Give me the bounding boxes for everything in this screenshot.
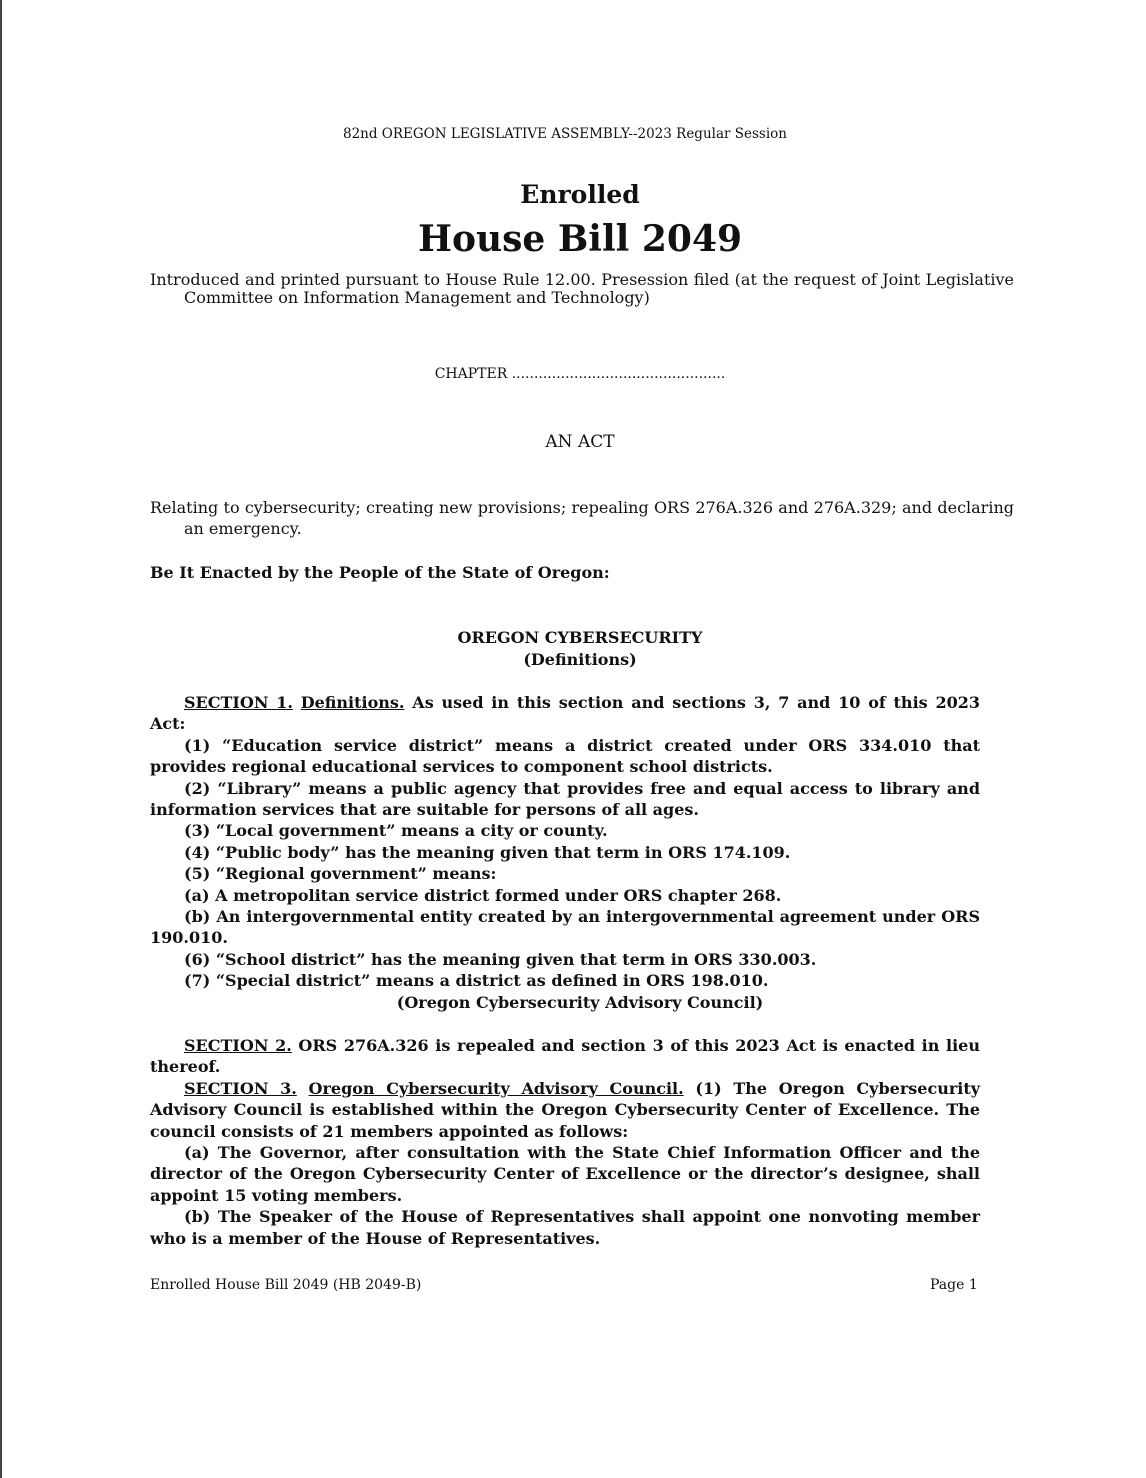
bill-title: House Bill 2049 <box>417 218 743 260</box>
section-1-intro <box>150 692 980 735</box>
council-subheading: (Oregon Cybersecurity Advisory Council) <box>396 993 764 1012</box>
enacting-clause: Be It Enacted by the People of the State of Oregon: <box>150 563 610 582</box>
definition-item: (7) “Special district” means a district as defined in ORS 198.010. <box>184 971 769 991</box>
definition-item: (3) “Local government” means a city or county. <box>184 821 608 841</box>
section-1-label: SECTION 1. <box>184 693 293 712</box>
section-2-label: SECTION 2. <box>184 1036 292 1055</box>
section-2-text: ORS 276A.326 is repealed and section 3 of this 2023 Act is enacted in lieu thereof. <box>150 1036 980 1077</box>
definition-item: (2) “Library” means a public agency that provides free and equal access to library and information services that are suitable for persons of all ages. <box>150 778 980 820</box>
definition-item: (6) “School district” has the meaning given that term in ORS 330.003. <box>184 949 817 969</box>
section-3 <box>150 1078 980 1142</box>
section-3-title: Oregon Cybersecurity Advisory Council. <box>308 1078 684 1098</box>
section-3-item: (b) The Speaker of the House of Representatives shall appoint one nonvoting member who is a member of the House of Representatives. <box>150 1207 980 1248</box>
definition-item: (b) An intergovernmental entity created by an intergovernmental agreement under ORS 190.010. <box>150 907 980 948</box>
sections-2-3 <box>150 1035 980 1249</box>
section-1-text: As used in this section and sections 3, 7 and 10 of this 2023 Act: <box>150 693 980 734</box>
section-1 <box>150 692 980 992</box>
definitions-subheading: (Definitions) <box>523 650 637 669</box>
section-2 <box>150 1035 980 1078</box>
definition-item: (5) “Regional government” means: <box>184 864 497 884</box>
relating-clause: Relating to cybersecurity; creating new provisions; repealing ORS 276A.326 and 276A.329; and declaring an emergency. <box>150 498 1014 538</box>
enrolled-label: Enrolled <box>520 180 640 209</box>
intro-text: Introduced and printed pursuant to House Rule 12.00. Presession filed (at the request of Joint Legislative Committee on Information Management and Technology) <box>150 270 1014 307</box>
page-number: Page 1 <box>930 1277 978 1293</box>
page-edge <box>0 0 2 1478</box>
section-3-label: SECTION 3. <box>184 1078 297 1098</box>
session-header: 82nd OREGON LEGISLATIVE ASSEMBLY--2023 Regular Session <box>343 126 787 142</box>
chapter-line: CHAPTER ................................................ <box>434 366 726 382</box>
section-1-title: Definitions. <box>300 693 405 712</box>
definition-item: (1) “Education service district” means a district created under ORS 334.010 that provides regional educational services to component school districts. <box>150 735 980 777</box>
footer-bill-reference: Enrolled House Bill 2049 (HB 2049-B) <box>150 1277 422 1293</box>
section-3-text: (1) The Oregon Cybersecurity Advisory Council is established within the Oregon Cybersecurity Center of Excellence. The council consists of 21 members appointed as follows: <box>150 1078 981 1141</box>
section-3-item: (a) The Governor, after consultation with the State Chief Information Officer and the director of the Oregon Cybersecurity Center of Excellence or the director’s designee, shall appoint 15 voting members. <box>150 1143 980 1205</box>
definition-item: (4) “Public body” has the meaning given that term in ORS 174.109. <box>184 842 791 862</box>
definition-item: (a) A metropolitan service district formed under ORS chapter 268. <box>184 885 782 905</box>
part-heading: OREGON CYBERSECURITY <box>457 628 703 647</box>
an-act-heading: AN ACT <box>545 432 615 452</box>
